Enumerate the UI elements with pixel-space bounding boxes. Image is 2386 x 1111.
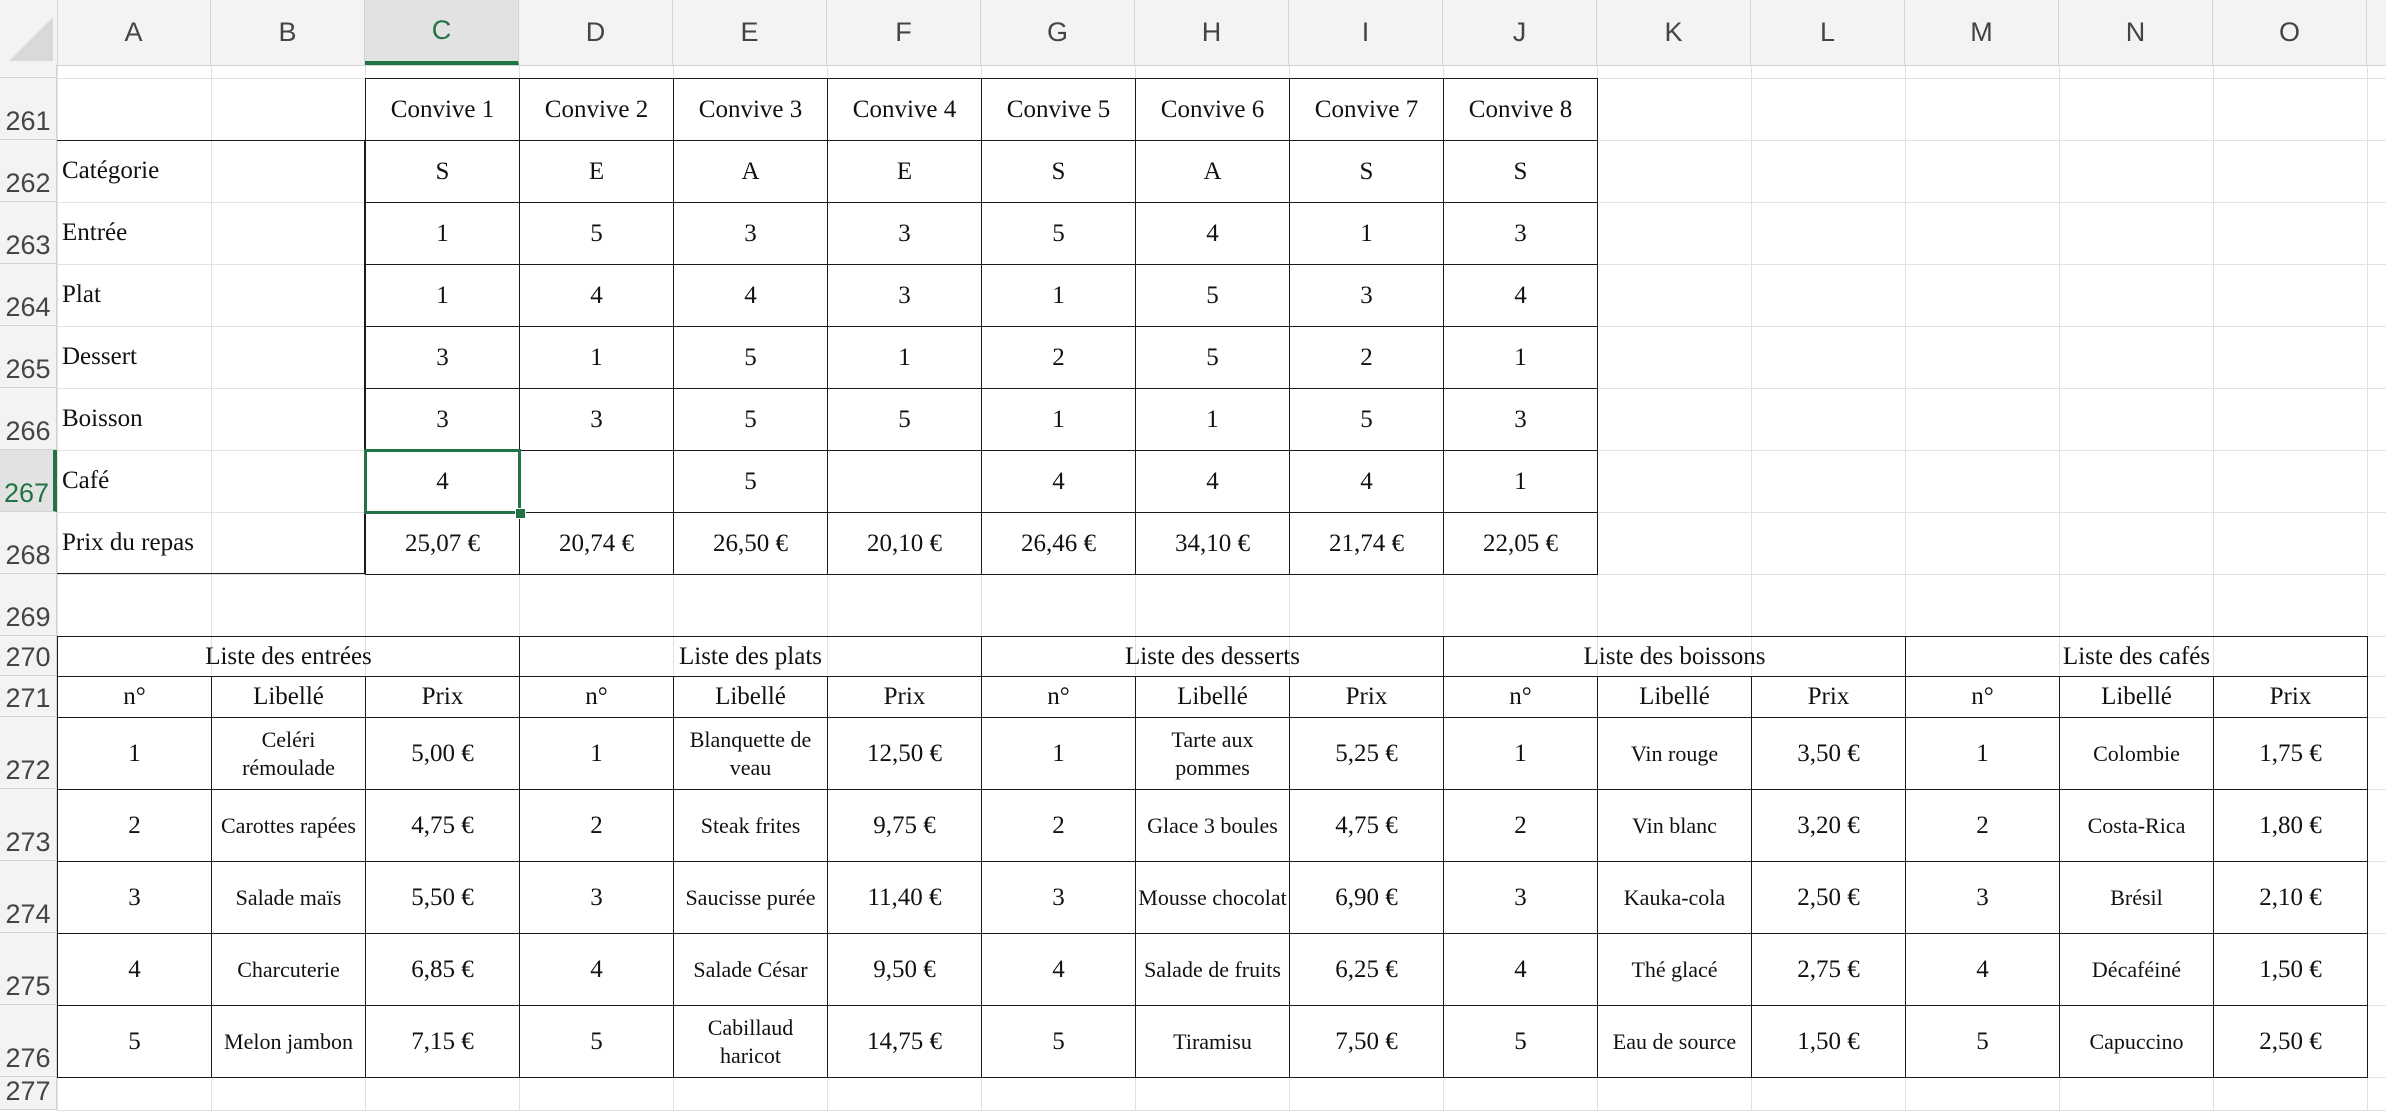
convive-value-cell[interactable]: 5 [1289, 388, 1444, 451]
convive-header: Convive 6 [1135, 78, 1290, 141]
list-title: Liste des boissons [1443, 636, 1906, 677]
convive-value-cell[interactable]: 1 [365, 264, 520, 327]
row-label: Catégorie [62, 157, 160, 185]
convive-value-cell[interactable]: 20,10 € [827, 512, 982, 575]
list-column-header: Prix [2213, 676, 2368, 718]
row-header-273[interactable]: 273 [0, 789, 57, 861]
list-column-header: Libellé [673, 676, 828, 718]
list-item-label[interactable]: Brésil [2059, 861, 2214, 934]
column-header-d[interactable]: D [519, 0, 673, 65]
list-item-label[interactable]: Salade César [673, 933, 828, 1006]
list-item-label[interactable]: Salade de fruits [1135, 933, 1290, 1006]
convive-value-cell[interactable]: 3 [519, 388, 674, 451]
list-item-price[interactable]: 12,50 € [827, 717, 982, 790]
list-item-label[interactable]: Cabillaud haricot [673, 1005, 828, 1078]
list-column-header: Libellé [2059, 676, 2214, 718]
list-item-price[interactable]: 11,40 € [827, 861, 982, 934]
row-label: Plat [62, 281, 101, 309]
fill-handle[interactable] [515, 508, 526, 519]
convive-value-cell[interactable]: 3 [827, 202, 982, 265]
convive-value-cell[interactable]: 4 [1135, 202, 1290, 265]
column-header-g[interactable]: G [981, 0, 1135, 65]
convive-value-cell[interactable]: 4 [365, 450, 520, 513]
column-header-k[interactable]: K [1597, 0, 1751, 65]
list-column-header: Libellé [1597, 676, 1752, 718]
column-header-n[interactable]: N [2059, 0, 2213, 65]
convive-value-cell[interactable]: 3 [365, 388, 520, 451]
row-header-276[interactable]: 276 [0, 1005, 57, 1077]
list-column-header: Prix [1751, 676, 1906, 718]
list-item-num[interactable]: 3 [519, 861, 674, 934]
convive-value-cell[interactable]: 1 [981, 264, 1136, 327]
list-item-num[interactable]: 4 [1905, 933, 2060, 1006]
convive-value-cell[interactable]: 5 [1135, 326, 1290, 389]
list-column-header: n° [1443, 676, 1598, 718]
list-column-header: Prix [365, 676, 520, 718]
convive-value-cell[interactable]: 5 [673, 388, 828, 451]
list-item-price[interactable]: 2,50 € [2213, 1005, 2368, 1078]
list-item-price[interactable]: 9,50 € [827, 933, 982, 1006]
convive-header: Convive 4 [827, 78, 982, 141]
convive-header: Convive 5 [981, 78, 1136, 141]
list-item-num[interactable]: 4 [57, 933, 212, 1006]
list-title: Liste des desserts [981, 636, 1444, 677]
convive-value-cell[interactable]: 1 [1443, 326, 1598, 389]
column-header-a[interactable]: A [57, 0, 211, 65]
list-item-label[interactable]: Tiramisu [1135, 1005, 1290, 1078]
convive-value-cell[interactable]: 5 [673, 326, 828, 389]
convive-value-cell[interactable]: 26,46 € [981, 512, 1136, 575]
convive-value-cell[interactable]: 4 [981, 450, 1136, 513]
list-item-price[interactable]: 14,75 € [827, 1005, 982, 1078]
convive-header: Convive 7 [1289, 78, 1444, 141]
column-header-m[interactable]: M [1905, 0, 2059, 65]
row-header-272[interactable]: 272 [0, 717, 57, 789]
list-item-label[interactable]: Vin blanc [1597, 789, 1752, 862]
list-item-price[interactable]: 5,50 € [365, 861, 520, 934]
list-column-header: n° [981, 676, 1136, 718]
row-label: Prix du repas [62, 529, 194, 557]
list-item-price[interactable]: 2,50 € [1751, 861, 1906, 934]
convive-value-cell[interactable]: 3 [673, 202, 828, 265]
convive-value-cell[interactable]: 1 [1443, 450, 1598, 513]
list-item-num[interactable]: 4 [519, 933, 674, 1006]
list-item-label[interactable]: Vin rouge [1597, 717, 1752, 790]
convive-value-cell[interactable]: 4 [1135, 450, 1290, 513]
list-title: Liste des entrées [57, 636, 520, 677]
convive-value-cell[interactable]: 22,05 € [1443, 512, 1598, 575]
list-item-num[interactable]: 5 [519, 1005, 674, 1078]
list-item-label[interactable]: Charcuterie [211, 933, 366, 1006]
list-item-num[interactable]: 3 [57, 861, 212, 934]
list-item-label[interactable]: Capuccino [2059, 1005, 2214, 1078]
list-item-num[interactable]: 3 [1905, 861, 2060, 934]
list-item-label[interactable]: Saucisse purée [673, 861, 828, 934]
list-item-price[interactable]: 6,90 € [1289, 861, 1444, 934]
list-item-price[interactable]: 1,50 € [1751, 1005, 1906, 1078]
list-item-num[interactable]: 1 [57, 717, 212, 790]
list-item-num[interactable]: 5 [1905, 1005, 2060, 1078]
column-header-j[interactable]: J [1443, 0, 1597, 65]
convive-value-cell[interactable]: 5 [981, 202, 1136, 265]
convive-value-cell[interactable]: S [365, 140, 520, 203]
list-title: Liste des plats [519, 636, 982, 677]
list-column-header: Prix [1289, 676, 1444, 718]
list-column-header: Prix [827, 676, 982, 718]
list-item-price[interactable]: 7,15 € [365, 1005, 520, 1078]
convive-value-cell[interactable]: 3 [827, 264, 982, 327]
row-header-274[interactable]: 274 [0, 861, 57, 933]
row-header-260[interactable] [0, 65, 57, 78]
convive-value-cell[interactable]: 1 [519, 326, 674, 389]
list-item-num[interactable]: 1 [519, 717, 674, 790]
list-item-num[interactable]: 3 [1443, 861, 1598, 934]
list-item-num[interactable]: 2 [981, 789, 1136, 862]
list-column-header: n° [519, 676, 674, 718]
convive-header: Convive 1 [365, 78, 520, 141]
convive-value-cell[interactable]: 5 [827, 388, 982, 451]
list-item-num[interactable]: 2 [519, 789, 674, 862]
convive-value-cell[interactable]: 2 [1289, 326, 1444, 389]
list-item-num[interactable]: 1 [981, 717, 1136, 790]
convive-header: Convive 2 [519, 78, 674, 141]
list-item-num[interactable]: 5 [981, 1005, 1136, 1078]
list-item-price[interactable]: 1,75 € [2213, 717, 2368, 790]
convive-value-cell[interactable]: 21,74 € [1289, 512, 1444, 575]
convive-value-cell[interactable]: S [1443, 140, 1598, 203]
list-item-price[interactable]: 4,75 € [1289, 789, 1444, 862]
list-column-header: n° [57, 676, 212, 718]
convive-value-cell[interactable]: 34,10 € [1135, 512, 1290, 575]
convive-value-cell[interactable]: 1 [981, 388, 1136, 451]
convive-value-cell[interactable]: 5 [519, 202, 674, 265]
list-item-label[interactable]: Steak frites [673, 789, 828, 862]
list-item-label[interactable]: Mousse chocolat [1135, 861, 1290, 934]
column-header-i[interactable]: I [1289, 0, 1443, 65]
list-item-label[interactable]: Eau de source [1597, 1005, 1752, 1078]
convive-value-cell[interactable] [519, 450, 674, 513]
list-item-price[interactable]: 3,20 € [1751, 789, 1906, 862]
list-item-price[interactable]: 5,00 € [365, 717, 520, 790]
list-item-num[interactable]: 3 [981, 861, 1136, 934]
list-item-num[interactable]: 2 [57, 789, 212, 862]
convive-value-cell[interactable]: 3 [1443, 202, 1598, 265]
convive-value-cell[interactable]: 1 [365, 202, 520, 265]
row-label: Boisson [62, 405, 143, 433]
convive-value-cell[interactable]: 5 [1135, 264, 1290, 327]
row-header-267[interactable]: 267 [0, 450, 57, 512]
convive-header: Convive 8 [1443, 78, 1598, 141]
list-item-label[interactable]: Kauka-cola [1597, 861, 1752, 934]
column-header-h[interactable]: H [1135, 0, 1289, 65]
row-header-270[interactable]: 270 [0, 636, 57, 676]
list-item-label[interactable]: Carottes rapées [211, 789, 366, 862]
list-title: Liste des cafés [1905, 636, 2368, 677]
list-item-num[interactable]: 2 [1443, 789, 1598, 862]
row-header-277[interactable]: 277 [0, 1077, 57, 1110]
row-header-265[interactable]: 265 [0, 326, 57, 388]
select-all-button[interactable] [0, 0, 58, 65]
list-column-header: Libellé [1135, 676, 1290, 718]
convive-value-cell[interactable]: S [981, 140, 1136, 203]
list-item-num[interactable]: 4 [981, 933, 1136, 1006]
convive-value-cell[interactable]: 4 [673, 264, 828, 327]
list-item-num[interactable]: 5 [1443, 1005, 1598, 1078]
convive-value-cell[interactable]: 4 [1443, 264, 1598, 327]
list-column-header: Libellé [211, 676, 366, 718]
list-item-price[interactable]: 6,85 € [365, 933, 520, 1006]
column-header-c[interactable]: C [365, 0, 519, 65]
list-item-label[interactable]: Costa-Rica [2059, 789, 2214, 862]
column-header-f[interactable]: F [827, 0, 981, 65]
list-item-num[interactable]: 1 [1443, 717, 1598, 790]
row-header-263[interactable]: 263 [0, 202, 57, 264]
list-item-price[interactable]: 4,75 € [365, 789, 520, 862]
convive-value-cell[interactable]: 25,07 € [365, 512, 520, 575]
column-header-l[interactable]: L [1751, 0, 1905, 65]
select-all-triangle-icon [9, 17, 53, 61]
list-item-price[interactable]: 1,80 € [2213, 789, 2368, 862]
convive-value-cell[interactable]: 20,74 € [519, 512, 674, 575]
list-item-num[interactable]: 5 [57, 1005, 212, 1078]
list-item-price[interactable]: 6,25 € [1289, 933, 1444, 1006]
list-item-label[interactable]: Colombie [2059, 717, 2214, 790]
row-header-268[interactable]: 268 [0, 512, 57, 574]
list-item-price[interactable]: 9,75 € [827, 789, 982, 862]
convive-value-cell[interactable]: E [519, 140, 674, 203]
list-item-label[interactable]: Melon jambon [211, 1005, 366, 1078]
row-header-262[interactable]: 262 [0, 140, 57, 202]
list-item-price[interactable]: 5,25 € [1289, 717, 1444, 790]
column-header-b[interactable]: B [211, 0, 365, 65]
column-header-e[interactable]: E [673, 0, 827, 65]
row-header-266[interactable]: 266 [0, 388, 57, 450]
list-item-label[interactable]: Blanquette de veau [673, 717, 828, 790]
convive-value-cell[interactable]: 4 [519, 264, 674, 327]
list-column-header: n° [1905, 676, 2060, 718]
row-label: Entrée [62, 219, 128, 247]
row-header-261[interactable]: 261 [0, 78, 57, 140]
list-item-num[interactable]: 4 [1443, 933, 1598, 1006]
convive-value-cell[interactable]: 3 [1443, 388, 1598, 451]
row-header-269[interactable]: 269 [0, 574, 57, 636]
list-item-label[interactable]: Glace 3 boules [1135, 789, 1290, 862]
list-item-price[interactable]: 3,50 € [1751, 717, 1906, 790]
list-item-label[interactable]: Décaféiné [2059, 933, 2214, 1006]
convive-value-cell[interactable]: 2 [981, 326, 1136, 389]
list-item-label[interactable]: Celéri rémoulade [211, 717, 366, 790]
list-item-label[interactable]: Thé glacé [1597, 933, 1752, 1006]
convive-value-cell[interactable]: 5 [673, 450, 828, 513]
convive-value-cell[interactable]: 3 [365, 326, 520, 389]
list-item-price[interactable]: 1,50 € [2213, 933, 2368, 1006]
convive-value-cell[interactable]: A [673, 140, 828, 203]
row-header-264[interactable]: 264 [0, 264, 57, 326]
list-item-label[interactable]: Salade maïs [211, 861, 366, 934]
list-item-num[interactable]: 2 [1905, 789, 2060, 862]
list-item-label[interactable]: Tarte aux pommes [1135, 717, 1290, 790]
selected-cell-outline [364, 449, 521, 514]
convive-value-cell[interactable]: A [1135, 140, 1290, 203]
list-item-price[interactable]: 7,50 € [1289, 1005, 1444, 1078]
list-item-price[interactable]: 2,75 € [1751, 933, 1906, 1006]
convive-value-cell[interactable]: 1 [1135, 388, 1290, 451]
convive-value-cell[interactable]: 4 [1289, 450, 1444, 513]
convive-value-cell[interactable]: 1 [1289, 202, 1444, 265]
row-label: Café [62, 467, 110, 495]
convive-value-cell[interactable]: S [1289, 140, 1444, 203]
row-header-271[interactable]: 271 [0, 676, 57, 717]
convive-value-cell[interactable]: E [827, 140, 982, 203]
list-item-price[interactable]: 2,10 € [2213, 861, 2368, 934]
row-label: Dessert [62, 343, 137, 371]
convive-value-cell[interactable]: 1 [827, 326, 982, 389]
column-header-o[interactable]: O [2213, 0, 2367, 65]
convive-header: Convive 3 [673, 78, 828, 141]
row-header-275[interactable]: 275 [0, 933, 57, 1005]
convive-value-cell[interactable] [827, 450, 982, 513]
convive-value-cell[interactable]: 26,50 € [673, 512, 828, 575]
list-item-num[interactable]: 1 [1905, 717, 2060, 790]
convive-value-cell[interactable]: 3 [1289, 264, 1444, 327]
